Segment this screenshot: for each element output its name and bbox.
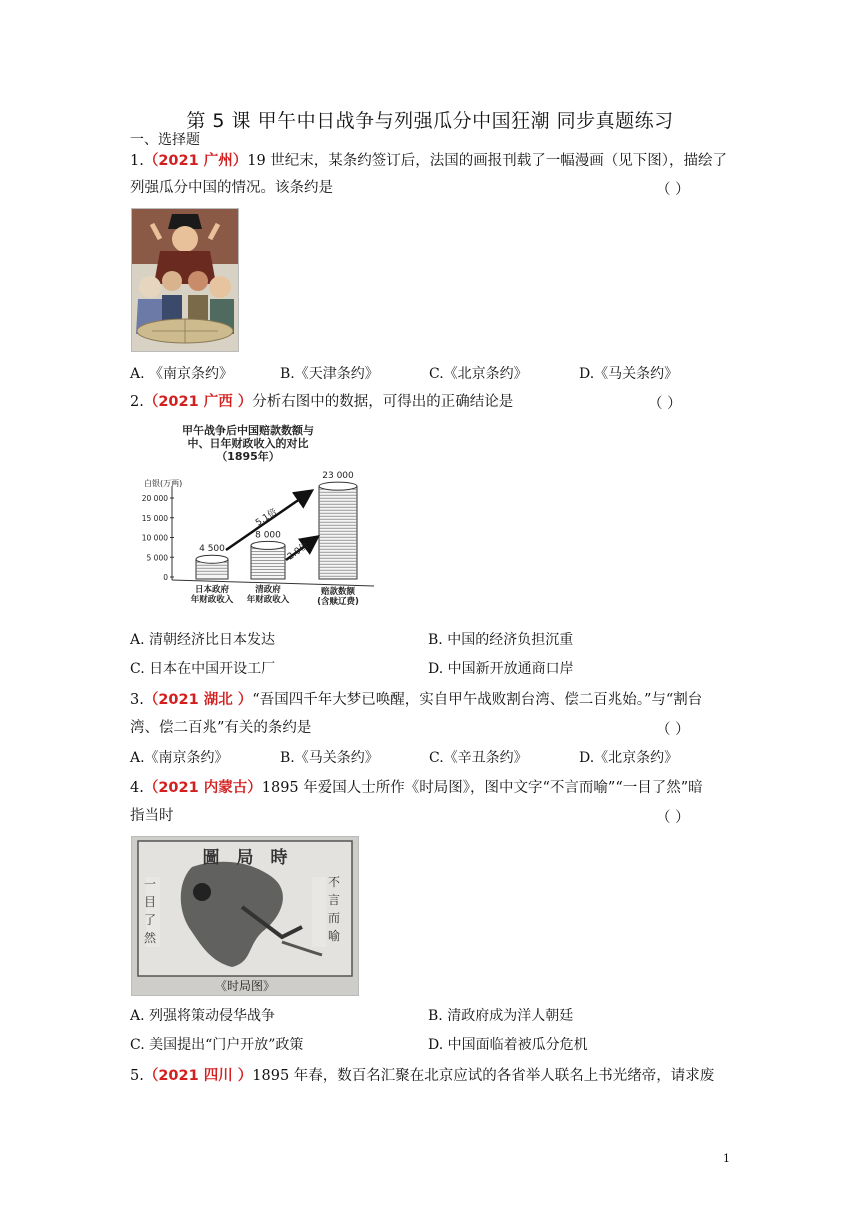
x-tick-label: 日本政府: [194, 585, 230, 595]
bar-2: [251, 541, 285, 579]
question-source-tag: （2021 内蒙古）: [143, 780, 262, 796]
question-source-tag: （2021 四川 ）: [143, 1068, 253, 1084]
data-label: 23 000: [322, 471, 354, 482]
question-number: 3.: [130, 692, 144, 708]
question-1-line-1: [130, 151, 727, 171]
question-number: 5.: [130, 1068, 144, 1084]
option-b[interactable]: B. 清政府成为洋人朝廷: [428, 1008, 574, 1024]
question-2-line-1: [130, 392, 513, 412]
option-d[interactable]: D.《马关条约》: [579, 366, 679, 382]
image-right-text: 不 言 而 喻: [328, 875, 341, 943]
answer-parentheses: （ ）: [648, 396, 682, 412]
page-title: 第 5 课 甲午中日战争与列强瓜分中国狂潮 同步真题练习: [186, 110, 674, 132]
image-caption: 《时局图》: [214, 979, 275, 993]
cartoon-image: [131, 208, 239, 352]
section-heading: 一、选择题: [130, 132, 200, 148]
y-tick-label: 15 000: [141, 513, 168, 523]
question-number: 1.: [130, 153, 144, 169]
x-tick-label: (含赎辽费): [317, 597, 359, 607]
question-4-line-1: [130, 778, 703, 798]
y-tick-label: 10 000: [141, 533, 168, 543]
option-d[interactable]: D. 中国面临着被瓜分危机: [428, 1037, 588, 1053]
option-a[interactable]: A. 清朝经济比日本发达: [130, 632, 276, 648]
bar-3: [319, 482, 357, 579]
option-c[interactable]: C. 日本在中国开设工厂: [130, 661, 276, 677]
question-source-tag: （2021 广西 ）: [143, 394, 253, 410]
x-tick-label: 年财政收入: [246, 595, 290, 605]
option-d[interactable]: D.《北京条约》: [579, 750, 679, 766]
question-text: 19 世纪末，某条约签订后，法国的画报刊载了一幅漫画（见下图），描绘了: [247, 153, 728, 169]
question-3-line-2: 湾、偿二百兆”有关的条约是: [130, 720, 312, 736]
option-a[interactable]: A. 列强将策动侵华战争: [130, 1008, 276, 1024]
y-tick-label: 5 000: [146, 553, 168, 563]
annotation-label: 5.1倍: [254, 507, 280, 529]
option-b[interactable]: B. 中国的经济负担沉重: [428, 632, 574, 648]
x-tick-label: 赔款数额: [320, 587, 356, 597]
option-c[interactable]: C.《辛丑条约》: [429, 750, 528, 766]
option-c[interactable]: C.《北京条约》: [429, 366, 528, 382]
chart-title: 甲午战争后中国赔款数额与: [182, 424, 314, 437]
chart-title: （1895年）: [216, 450, 280, 463]
question-source-tag: （2021 湖北 ）: [143, 692, 253, 708]
bar-1: [196, 555, 228, 579]
question-text: “吾国四千年大梦已唤醒，实自甲午战败割台湾、偿二百兆始。”与“割台: [252, 692, 703, 708]
y-tick-label: 0: [163, 573, 168, 582]
question-3-line-1: [130, 690, 702, 710]
data-label: 4 500: [199, 544, 225, 555]
option-c[interactable]: C. 美国提出“门户开放”政策: [130, 1037, 304, 1053]
x-tick-label: 清政府: [255, 585, 281, 595]
x-tick-label: 年财政收入: [190, 595, 234, 605]
question-number: 2.: [130, 394, 144, 410]
option-b[interactable]: B.《天津条约》: [280, 366, 379, 382]
page-number: 1: [723, 1152, 730, 1165]
option-d[interactable]: D. 中国新开放通商口岸: [428, 661, 574, 677]
shijutu-image: [131, 836, 359, 996]
image-title: 圖 局 時: [202, 848, 288, 868]
option-a[interactable]: A.《南京条约》: [130, 750, 229, 766]
chart-title: 中、日年财政收入的对比: [187, 437, 309, 450]
option-a[interactable]: A. 《南京条约》: [130, 366, 234, 382]
answer-parentheses: （ ）: [656, 182, 690, 198]
answer-parentheses: （ ）: [656, 810, 690, 826]
option-b[interactable]: B.《马关条约》: [280, 750, 379, 766]
y-tick-label: 20 000: [141, 494, 168, 503]
question-text: 1895 年爱国人士所作《时局图》，图中文字“不言而喻”“一目了然”暗: [261, 780, 703, 796]
bar-chart: [130, 420, 380, 620]
question-5-line-1: [130, 1066, 714, 1086]
question-text: 1895 年春，数百名汇聚在北京应试的各省举人联名上书光绪帝，请求废: [252, 1068, 715, 1084]
chart-svg: [130, 420, 380, 620]
answer-parentheses: （ ）: [656, 722, 690, 738]
image-left-text: 一 目 了 然: [144, 877, 157, 945]
data-label: 8 000: [255, 530, 281, 541]
question-number: 4.: [130, 780, 144, 796]
question-4-line-2: 指当时: [130, 808, 174, 824]
question-text: 分析右图中的数据，可得出的正确结论是: [252, 394, 514, 410]
y-axis-label: 白银(万两): [144, 479, 183, 488]
question-1-line-2: 列强瓜分中国的情况。该条约是: [130, 180, 333, 196]
question-source-tag: （2021 广州）: [143, 153, 248, 169]
annotation-label: 2.9倍: [285, 540, 311, 563]
